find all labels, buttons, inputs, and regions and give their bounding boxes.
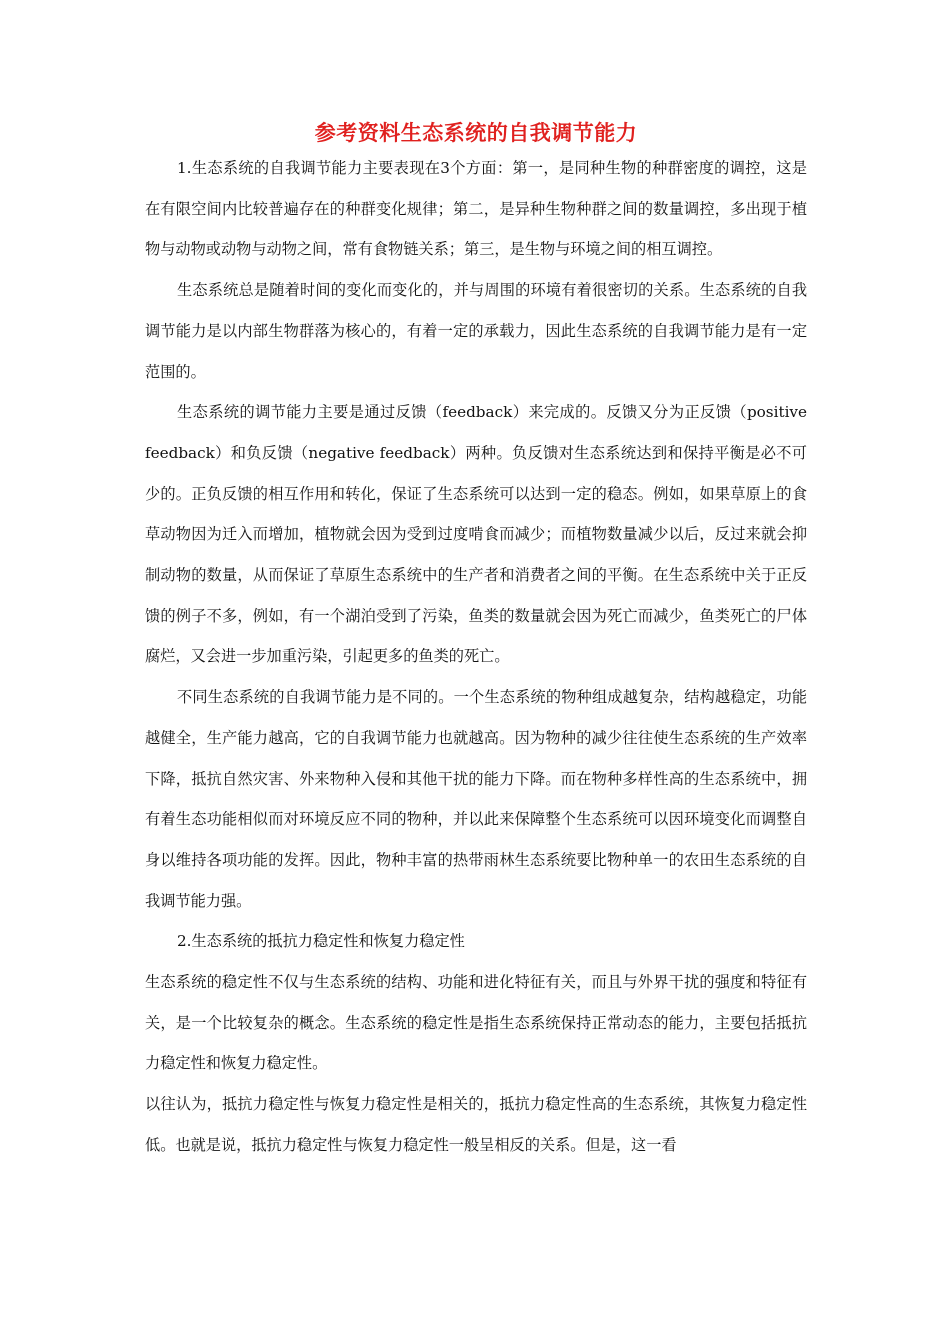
document-title: 参考资料生态系统的自我调节能力: [314, 120, 638, 145]
document-page: [145, 118, 807, 1166]
paragraph-feedback: 生态系统的调节能力主要是通过反馈（feedback）来完成的。反馈又分为正反馈（positive feedback）和负反馈（negative feedback）两种。负反馈对生态系统达到和保持平衡是必不可少的。正负反馈的相互作用和转化，保证了生态系统可以达到一定的稳态。例如，如果草原上的食草动物因为迁入而增加，植物就会因为受到过度啃食而减少；而植物数量减少以后，反过来就会抑制动物的数量，从而保证了草原生态系统中的生产者和消费者之间的平衡。在生态系统中关于正反馈的例子不多，例如，有一个湖泊受到了污染，鱼类的数量就会因为死亡而减少，鱼类死亡的尸体腐烂，又会进一步加重污染，引起更多的鱼类的死亡。: [145, 403, 807, 666]
paragraph-resistance-resilience: 以往认为，抵抗力稳定性与恢复力稳定性是相关的，抵抗力稳定性高的生态系统，其恢复力稳定性低。也就是说，抵抗力稳定性与恢复力稳定性一般呈相反的关系。但是，这一看: [145, 1095, 807, 1154]
paragraph-regulation-aspects: 1.生态系统的自我调节能力主要表现在3个方面：第一，是同种生物的种群密度的调控，这是在有限空间内比较普遍存在的种群变化规律；第二，是异种生物种群之间的数量调控，多出现于植物与动物或动物与动物之间，常有食物链关系；第三，是生物与环境之间的相互调控。: [145, 159, 807, 259]
paragraph-capacity-range: 生态系统总是随着时间的变化而变化的，并与周围的环境有着很密切的关系。生态系统的自我调节能力是以内部生物群落为核心的，有着一定的承载力，因此生态系统的自我调节能力是有一定范围的。: [145, 281, 807, 381]
paragraph-stability-definition: 生态系统的稳定性不仅与生态系统的结构、功能和进化特征有关，而且与外界干扰的强度和特征有关，是一个比较复杂的概念。生态系统的稳定性是指生态系统保持正常动态的能力，主要包括抵抗力稳定性和恢复力稳定性。: [145, 973, 807, 1073]
section-heading-stability: 2.生态系统的抵抗力稳定性和恢复力稳定性: [177, 932, 465, 951]
paragraph-species-diversity: 不同生态系统的自我调节能力是不同的。一个生态系统的物种组成越复杂，结构越稳定，功能越健全，生产能力越高，它的自我调节能力也就越高。因为物种的减少往往使生态系统的生产效率下降，抵抗自然灾害、外来物种入侵和其他干扰的能力下降。而在物种多样性高的生态系统中，拥有着生态功能相似而对环境反应不同的物种，并以此来保障整个生态系统可以因环境变化而调整自身以维持各项功能的发挥。因此，物种丰富的热带雨林生态系统要比物种单一的农田生态系统的自我调节能力强。: [145, 688, 807, 910]
